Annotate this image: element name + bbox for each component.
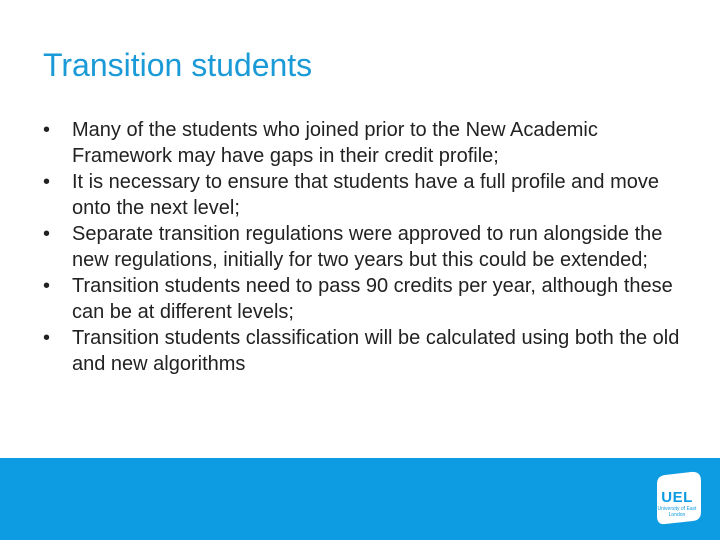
bullet-item [0, 221, 720, 273]
bullet-list [0, 117, 720, 377]
bullet-item [0, 117, 720, 169]
bullet-text: It is necessary to ensure that students have a full profile and move onto the next level; [72, 171, 659, 219]
bullet-text: Transition students need to pass 90 credits per year, although these can be at different levels; [72, 275, 673, 323]
logo-subtext: University of East London [657, 506, 697, 518]
footer-band [0, 458, 720, 540]
bullet-text: Transition students classification will be calculated using both the old and new algorithms [72, 327, 680, 375]
slide-title: Transition students [43, 47, 313, 83]
bullet-item [0, 273, 720, 325]
bullet-dot: • [43, 327, 51, 349]
bullet-dot: • [43, 223, 51, 245]
bullet-dot: • [43, 119, 51, 141]
bullet-dot: • [43, 171, 51, 193]
logo-text: UEL [661, 489, 693, 506]
bullet-text: Separate transition regulations were approved to run alongside the new regulations, initially for two years but this could be extended; [72, 223, 663, 271]
bullet-dot: • [43, 275, 51, 297]
bullet-text: Many of the students who joined prior to the New Academic Framework may have gaps in their credit profile; [72, 119, 598, 167]
bullet-item [0, 325, 720, 377]
bullet-item [0, 169, 720, 221]
